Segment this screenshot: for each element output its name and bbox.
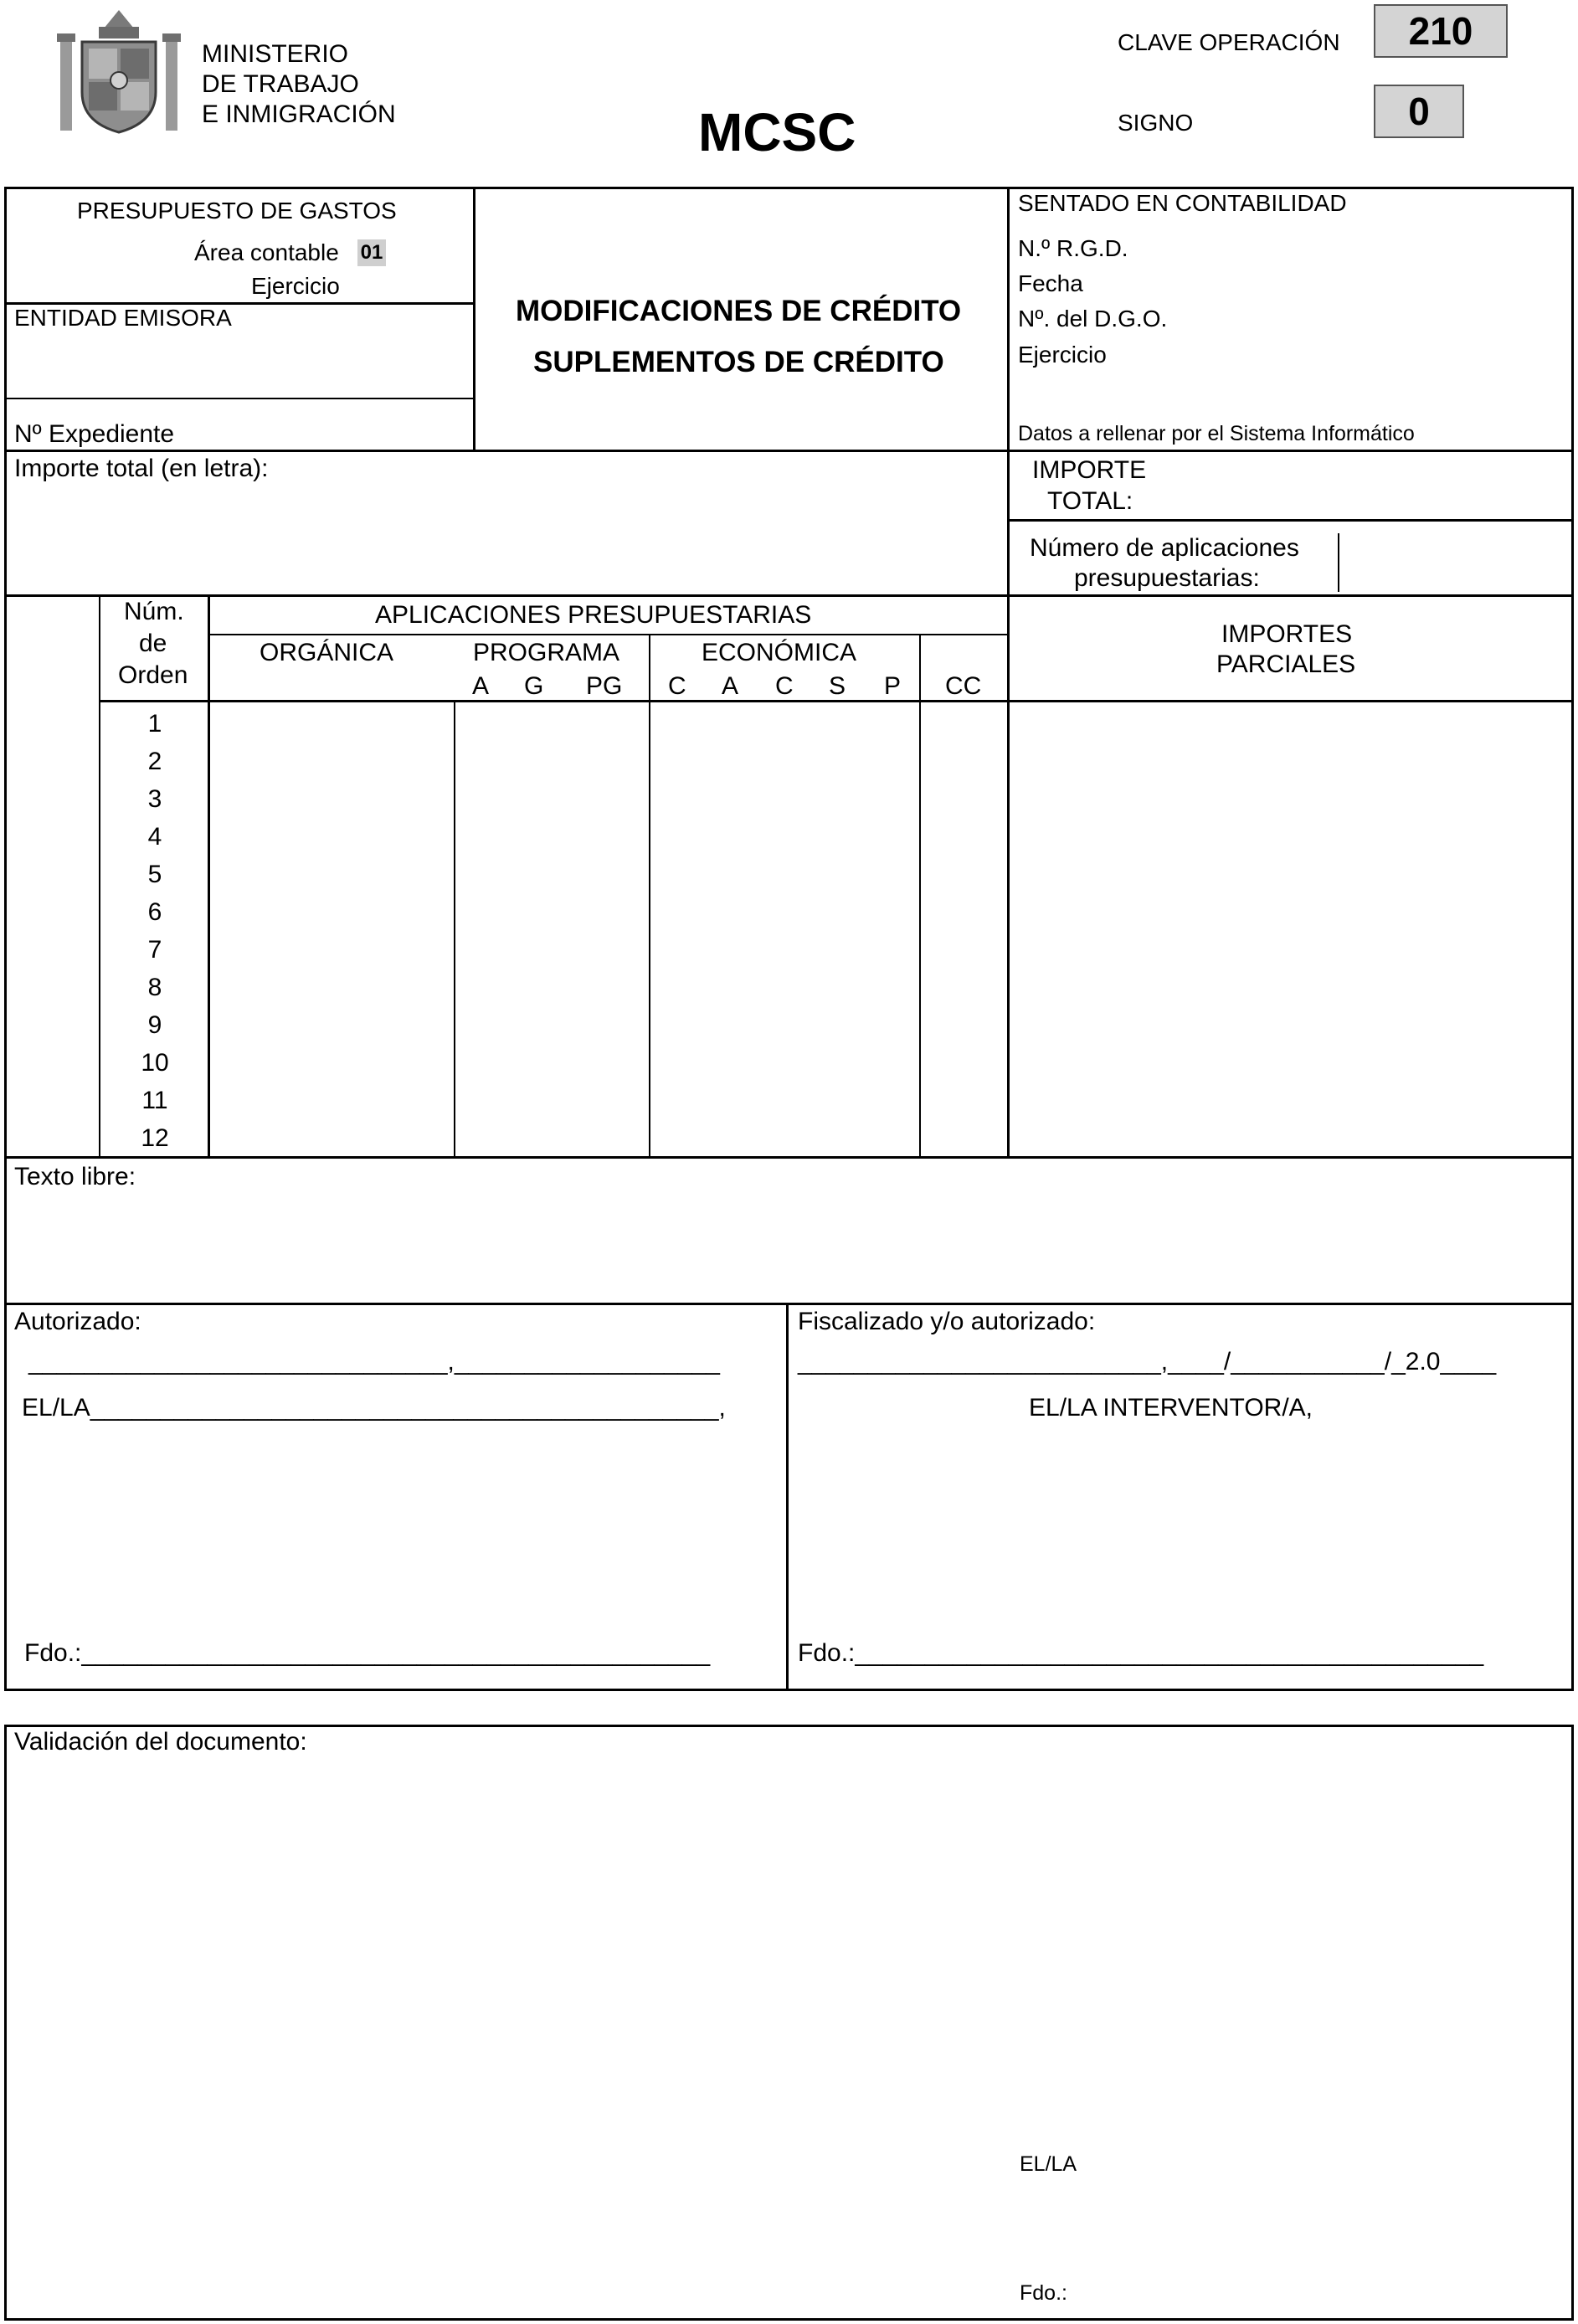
table-row-number: 10 xyxy=(141,1049,169,1077)
validacion-el-la: EL/LA xyxy=(1020,2152,1077,2176)
signo-value: 0 xyxy=(1374,85,1464,138)
orden-header-3: Orden xyxy=(118,661,188,689)
importe-letra-label: Importe total (en letra): xyxy=(14,455,269,482)
fecha-label: Fecha xyxy=(1018,270,1083,296)
validacion-fdo: Fdo.: xyxy=(1020,2281,1067,2305)
economica-sub-c2: C xyxy=(775,672,794,700)
form-code: MCSC xyxy=(698,102,856,162)
num-aplicaciones-divider xyxy=(1338,533,1339,592)
presupuesto-label: PRESUPUESTO DE GASTOS xyxy=(77,198,397,224)
orden-header-1: Núm. xyxy=(124,598,184,625)
table-programa-left xyxy=(454,702,455,1158)
economica-sub-s: S xyxy=(829,672,846,700)
line-aplicaciones-subheader xyxy=(209,634,1007,635)
divider-title-accounting xyxy=(1007,187,1010,1158)
economica-sub-c1: C xyxy=(668,672,686,700)
autorizado-el-la-line[interactable]: EL/LA_____________________________________________, xyxy=(22,1394,726,1422)
table-economica-left xyxy=(649,634,650,1158)
economica-column-field[interactable] xyxy=(652,703,918,1155)
table-row-number: 11 xyxy=(141,1087,168,1114)
table-row-number: 8 xyxy=(147,974,162,1001)
clave-operacion-value: 210 xyxy=(1374,4,1508,58)
autorizado-label: Autorizado: xyxy=(14,1308,141,1335)
importe-letra-field[interactable] xyxy=(8,486,1003,590)
accounting-heading: SENTADO EN CONTABILIDAD xyxy=(1018,190,1347,216)
table-row-number: 12 xyxy=(141,1124,169,1152)
table-row-number: 6 xyxy=(147,898,162,926)
ejercicio-label: Ejercicio xyxy=(251,273,340,299)
importes-header-1: IMPORTES xyxy=(1221,620,1353,648)
divider-signatures xyxy=(786,1303,789,1691)
economica-sub-p: P xyxy=(884,672,902,700)
validacion-label: Validación del documento: xyxy=(14,1728,307,1756)
validacion-frame xyxy=(4,1725,1574,2321)
line-expediente-top xyxy=(4,398,475,399)
orden-header-2: de xyxy=(139,630,167,657)
fiscalizado-place-date-line[interactable]: __________________________,____/___________/_2.0____ xyxy=(798,1348,1497,1375)
fiscalizado-fdo-line[interactable]: Fdo.:_____________________________________________ xyxy=(798,1639,1484,1667)
table-row-number: 1 xyxy=(147,710,162,738)
economica-header: ECONÓMICA xyxy=(702,639,857,666)
table-row-number: 4 xyxy=(147,823,162,851)
accounting-ejercicio-label: Ejercicio xyxy=(1018,342,1107,368)
title-line-1: MODIFICACIONES DE CRÉDITO xyxy=(516,295,962,327)
table-cc-left xyxy=(919,634,921,1158)
cc-header: CC xyxy=(945,672,982,700)
line-signatures-top xyxy=(4,1303,1574,1305)
importe-total-field[interactable] xyxy=(1172,456,1565,515)
table-row-number: 3 xyxy=(147,785,162,813)
num-aplicaciones-label-2: presupuestarias: xyxy=(1074,564,1260,592)
divider-left-title xyxy=(473,187,475,451)
area-contable-value: 01 xyxy=(357,239,386,266)
line-top-section-bottom xyxy=(4,450,1574,452)
importes-header-2: PARCIALES xyxy=(1216,650,1356,678)
rgd-label: N.º R.G.D. xyxy=(1018,235,1128,261)
table-row-number: 5 xyxy=(147,861,162,888)
programa-sub-a: A xyxy=(472,672,490,700)
importe-total-label-2: TOTAL: xyxy=(1047,487,1133,515)
clave-operacion-label: CLAVE OPERACIÓN xyxy=(1118,29,1340,55)
line-table-bottom xyxy=(4,1156,1574,1159)
num-aplicaciones-label-1: Número de aplicaciones xyxy=(1030,534,1299,562)
autorizado-fdo-line[interactable]: Fdo.:_____________________________________________ xyxy=(24,1639,711,1667)
dgo-label: Nº. del D.G.O. xyxy=(1018,306,1168,332)
expediente-label: Nº Expediente xyxy=(14,420,175,448)
programa-sub-g: G xyxy=(524,672,544,700)
aplicaciones-header: APLICACIONES PRESUPUESTARIAS xyxy=(375,601,812,629)
interventor-label: EL/LA INTERVENTOR/A, xyxy=(1029,1394,1313,1422)
organica-header: ORGÁNICA xyxy=(260,639,394,666)
num-aplicaciones-field[interactable] xyxy=(1341,533,1567,592)
coat-of-arms-logo xyxy=(54,5,184,136)
ministry-name-line-1: MINISTERIO xyxy=(202,40,349,68)
area-contable-label: Área contable xyxy=(194,239,339,265)
texto-libre-field[interactable] xyxy=(8,1193,1570,1300)
title-line-2: SUPLEMENTOS DE CRÉDITO xyxy=(533,346,944,378)
table-row-number: 2 xyxy=(147,748,162,775)
table-row-number: 9 xyxy=(147,1011,162,1039)
importes-parciales-field[interactable] xyxy=(1010,703,1571,1155)
organica-column-field[interactable] xyxy=(211,703,452,1155)
table-row-number: 7 xyxy=(147,936,162,964)
line-table-top xyxy=(4,594,1574,597)
line-importe-total-bottom xyxy=(1007,519,1574,522)
programa-column-field[interactable] xyxy=(457,703,647,1155)
economica-sub-a: A xyxy=(722,672,739,700)
importe-total-label-1: IMPORTE xyxy=(1032,456,1147,484)
ministry-name-line-2: DE TRABAJO xyxy=(202,70,359,98)
fiscalizado-label: Fiscalizado y/o autorizado: xyxy=(798,1308,1096,1335)
entidad-emisora-label: ENTIDAD EMISORA xyxy=(14,305,232,331)
texto-libre-label: Texto libre: xyxy=(14,1163,136,1190)
autorizado-place-date-line[interactable]: ______________________________,___________________ xyxy=(28,1348,720,1375)
cc-column-field[interactable] xyxy=(923,703,1005,1155)
programa-sub-pg: PG xyxy=(586,672,623,700)
ministry-name-line-3: E INMIGRACIÓN xyxy=(202,100,396,128)
programa-header: PROGRAMA xyxy=(473,639,620,666)
signo-label: SIGNO xyxy=(1118,110,1194,136)
line-table-header-bottom xyxy=(99,700,1574,702)
system-note: Datos a rellenar por el Sistema Informático xyxy=(1018,422,1415,445)
